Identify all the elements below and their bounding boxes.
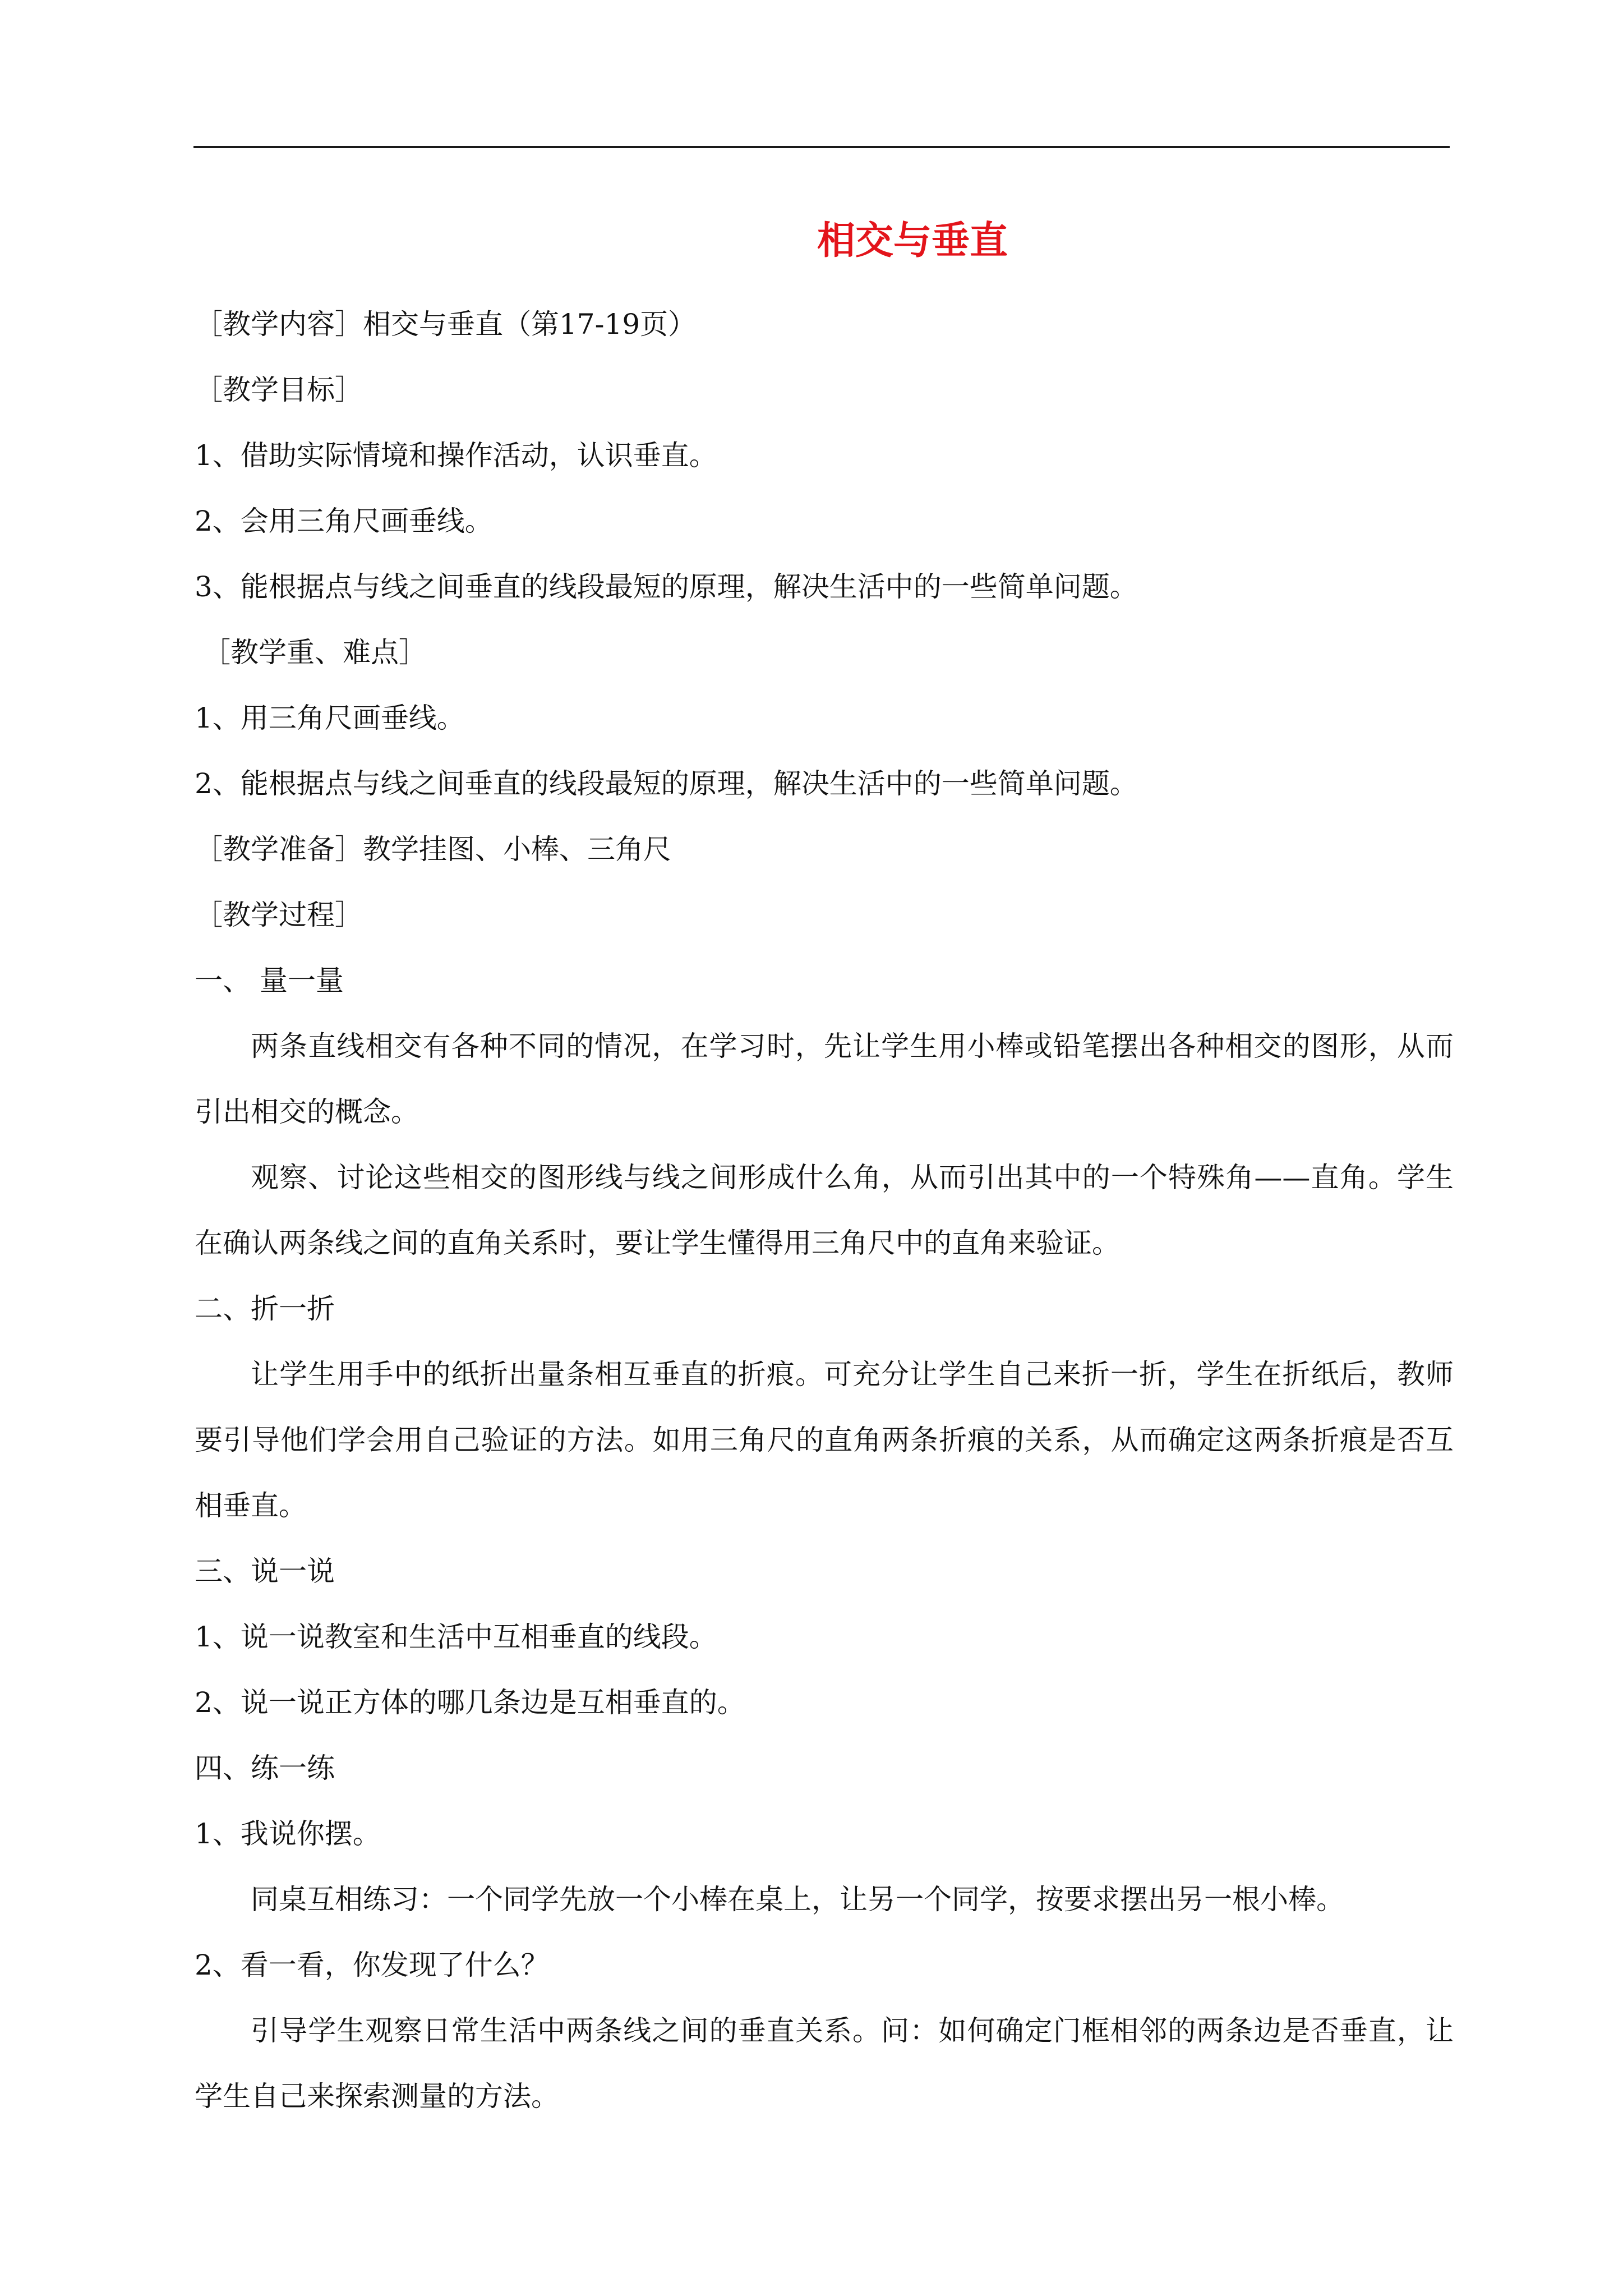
paragraph: 引导学生观察日常生活中两条线之间的垂直关系。问：如何确定门框相邻的两条边是否垂直，让学生自己来探索测量的方法。: [195, 2014, 1454, 2113]
paragraph: 1、说一说教室和生活中互相垂直的线段。: [195, 1621, 717, 1653]
section-heading: 二、折一折: [195, 1292, 335, 1325]
document-title: 相交与垂直: [817, 219, 1008, 263]
paragraph: ［教学目标］: [195, 374, 363, 406]
paragraph: 让学生用手中的纸折出量条相互垂直的折痕。可充分让学生自己来折一折，学生在折纸后，教师要引导他们学会用自己验证的方法。如用三角尺的直角两条折痕的关系，从而确定这两条折痕是否互相垂直。: [195, 1358, 1454, 1522]
paragraph: 2、能根据点与线之间垂直的线段最短的原理，解决生活中的一些简单问题。: [195, 767, 1138, 800]
header-rule: [193, 146, 1450, 148]
paragraph: 2、会用三角尺画垂线。: [195, 505, 493, 537]
paragraph: 1、借助实际情境和操作活动，认识垂直。: [195, 439, 717, 472]
paragraph: ［教学过程］: [195, 899, 363, 931]
paragraph: ［教学准备］教学挂图、小棒、三角尺: [195, 833, 671, 866]
paragraph: 两条直线相交有各种不同的情况，在学习时，先让学生用小棒或铅笔摆出各种相交的图形，从而引出相交的概念。: [195, 1030, 1454, 1128]
paragraph: 1、用三角尺画垂线。: [195, 702, 465, 734]
section-heading: 一、 量一量: [195, 964, 344, 997]
paragraph: 3、能根据点与线之间垂直的线段最短的原理，解决生活中的一些简单问题。: [195, 570, 1138, 603]
paragraph: 2、说一说正方体的哪几条边是互相垂直的。: [195, 1686, 745, 1719]
section-heading: 四、练一练: [195, 1752, 335, 1784]
paragraph: 2、看一看，你发现了什么？: [195, 1949, 549, 1981]
document-body: [195, 292, 1454, 2129]
section-heading: 三、说一说: [195, 1555, 335, 1588]
paragraph: ［教学内容］相交与垂直（第17-19页）: [195, 308, 697, 341]
paragraph: ［教学重、难点］: [202, 636, 427, 669]
paragraph: 同桌互相练习：一个同学先放一个小棒在桌上，让另一个同学，按要求摆出另一根小棒。: [251, 1883, 1344, 1916]
paragraph: 观察、讨论这些相交的图形线与线之间形成什么角，从而引出其中的一个特殊角——直角。学生在确认两条线之间的直角关系时，要让学生懂得用三角尺中的直角来验证。: [195, 1161, 1454, 1259]
paragraph: 1、我说你摆。: [195, 1818, 381, 1850]
